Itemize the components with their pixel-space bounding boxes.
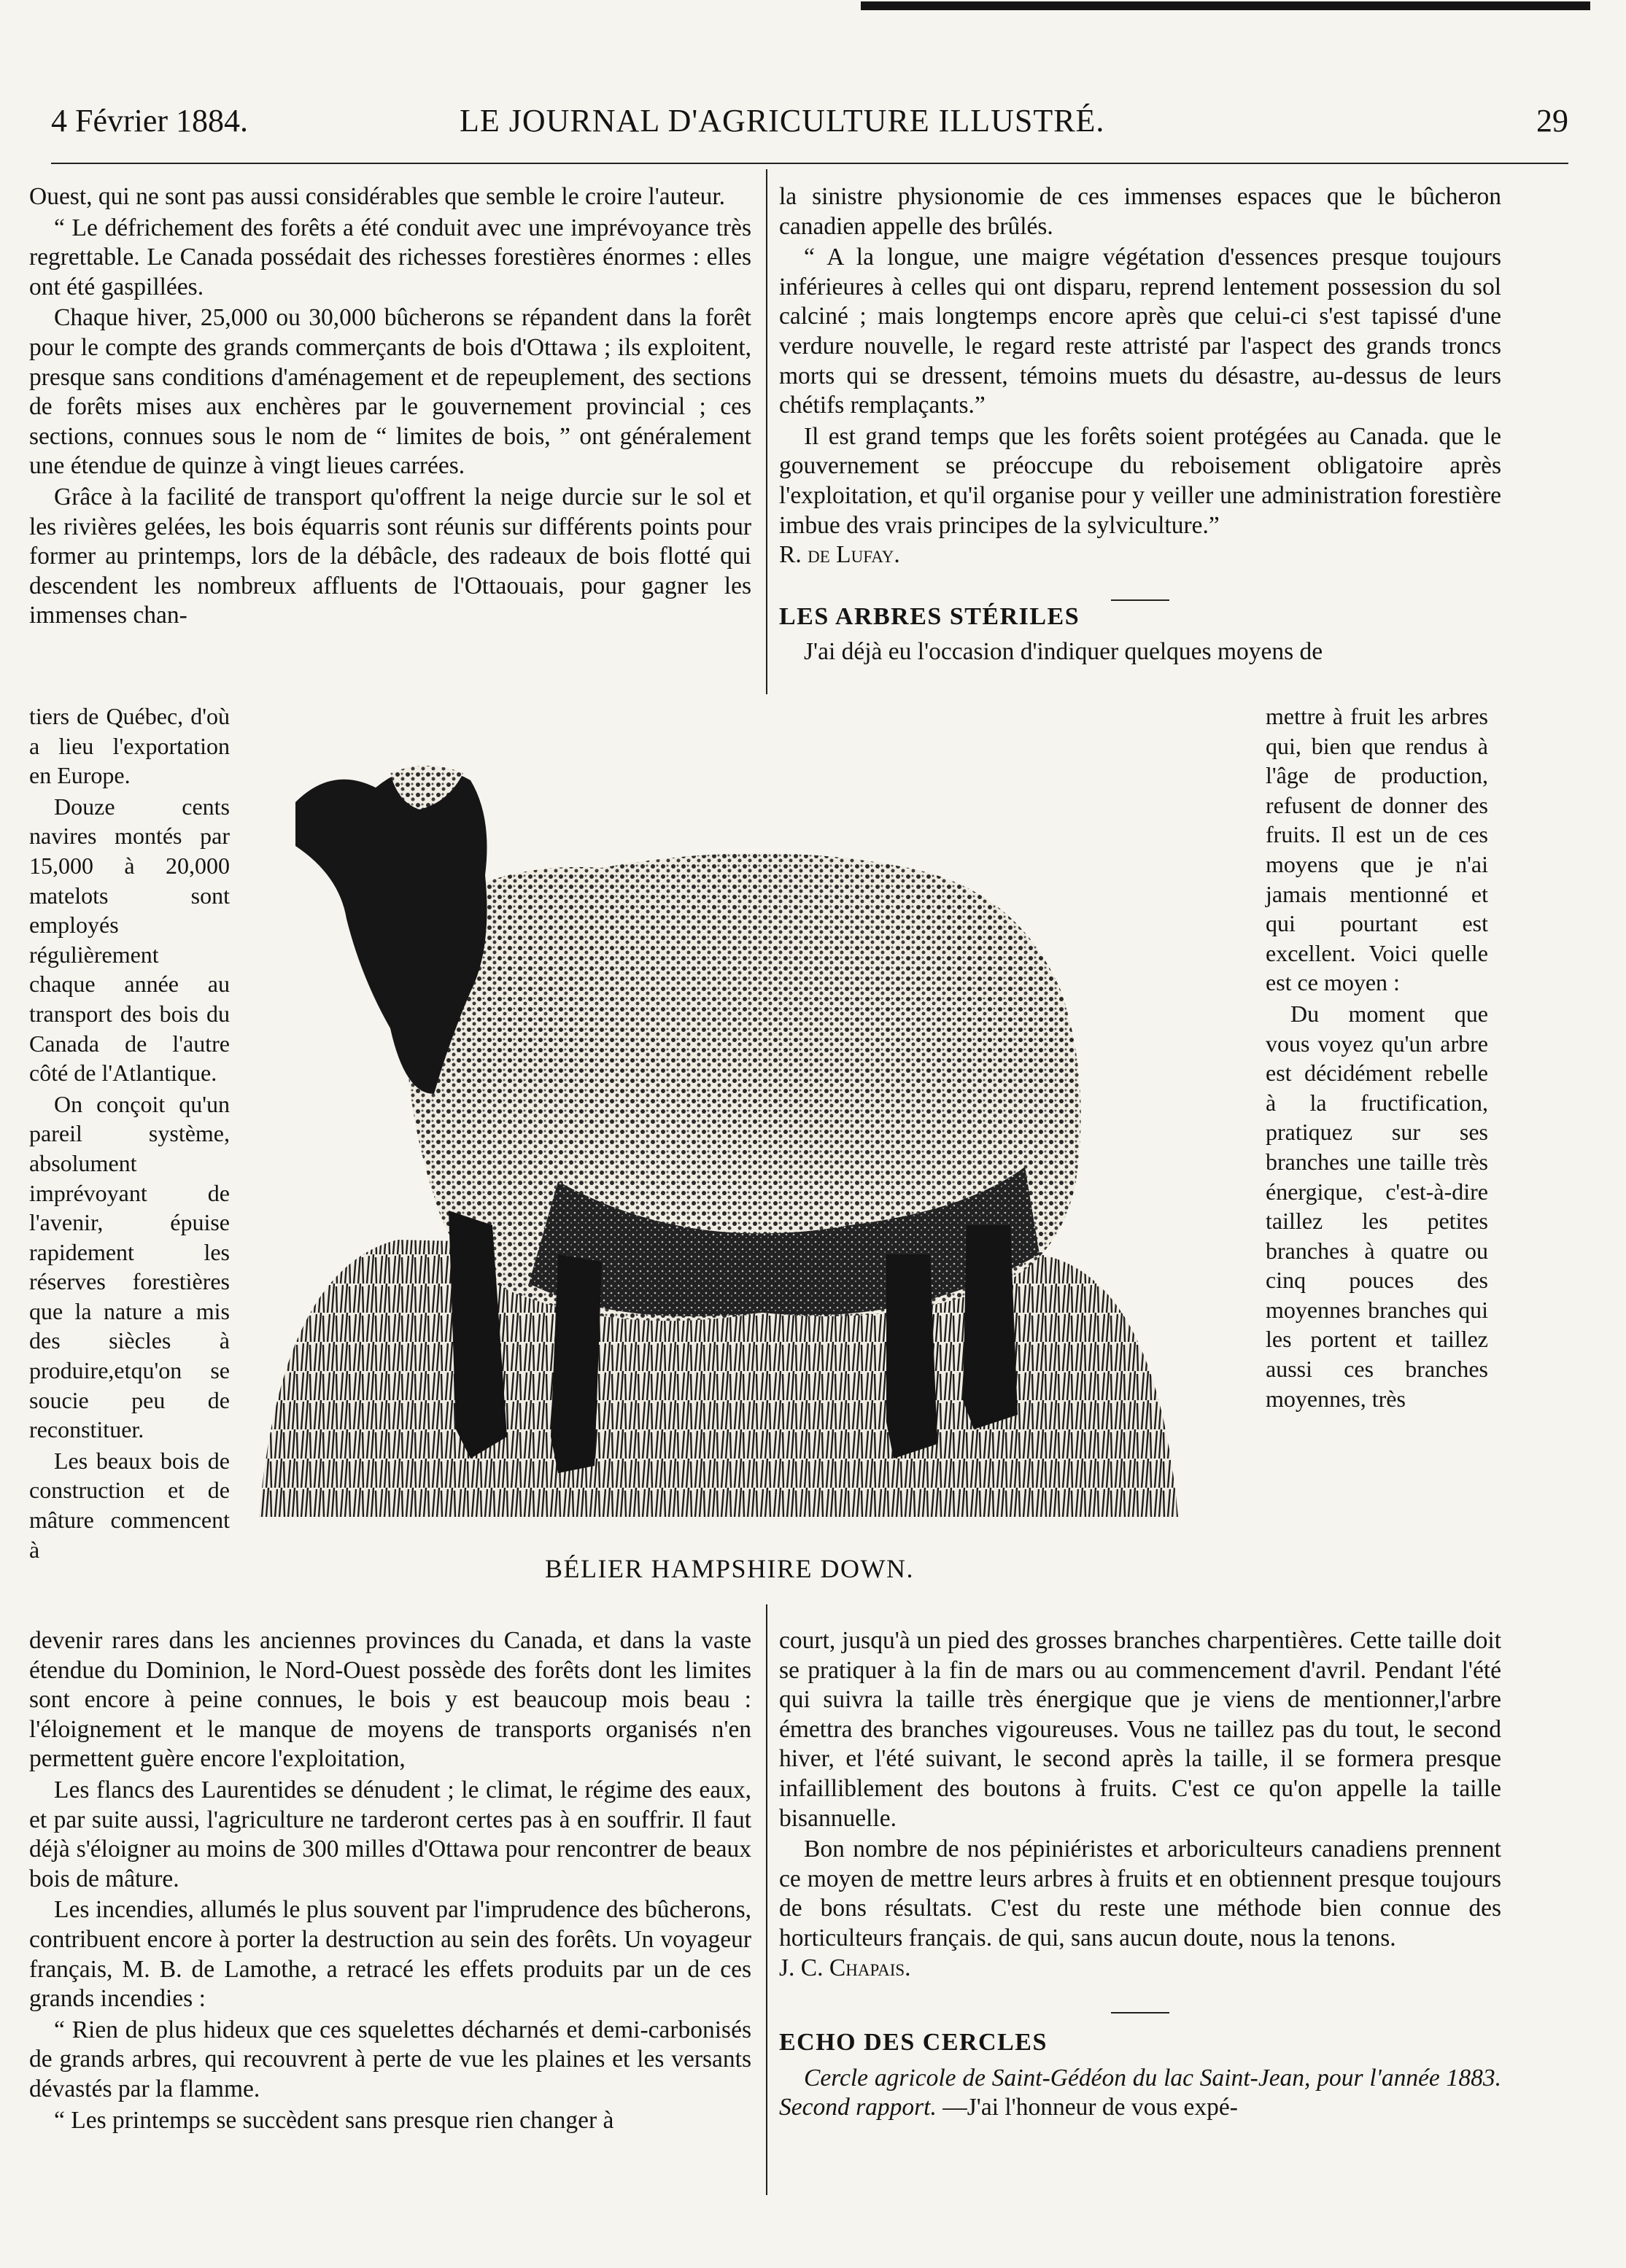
issue-date: 4 Février 1884.	[51, 103, 249, 139]
paragraph: Les flancs des Laurentides se dénudent ; le climat, le régime des eaux, et par suite aussi, l'agriculture ne tarderont certes pas à en souffrir. Il faut déjà s'éloigner au moins de 300 milles d'Ottawa pour rencontrer de beaux bois de mâture.	[29, 1776, 751, 1892]
paragraph: “ Rien de plus hideux que ces squelettes décharnés et demi-carbonisés de grands arbres, qui recouvrent à perte de vue les plaines et les versants dévastés par la flamme.	[29, 2016, 751, 2102]
column-divider-top	[766, 169, 767, 694]
paragraph: Du moment que vous voyez qu'un arbre est décidément rebelle à la fructification, pratiquez sur ses branches une taille très énergique, c'est-à-dire taillez les petites branches à quatre ou cinq pouces des moyennes branches qui les portent et taillez aussi ces branches moyennes, très	[1266, 1000, 1488, 1412]
left-column-bottom	[29, 1626, 751, 2137]
paragraph: Douze cents navires montés par 15,000 à 20,000 matelots sont employés régulièrement chaque année au transport des bois du Canada de l'autre côté de l'Atlantique.	[29, 793, 230, 1087]
top-border-rule	[861, 1, 1590, 10]
paragraph: tiers de Québec, d'où a lieu l'exportation en Europe.	[29, 703, 230, 789]
figure-caption: BÉLIER HAMPSHIRE DOWN.	[545, 1554, 914, 1583]
paragraph: devenir rares dans les anciennes provinces du Canada, et dans la vaste étendue du Dominion, le Nord-Ouest possède des forêts dont les limites sont encore à peine connues, le bois y est beaucoup mois beau : l'éloignement et le manque de moyens de transports organisés n'en permettent guère encore l'exploitation,	[29, 1627, 751, 1773]
header-rule	[51, 163, 1568, 164]
paragraph: J'ai déjà eu l'occasion d'indiquer quelques moyens de	[804, 638, 1323, 666]
paragraph: mettre à fruit les arbres qui, bien que rendus à l'âge de production, refusent de donner des fruits. Il est un de ces moyens que je n'ai jamais mentionné et qui pourtant est excellent. Voici quelle est ce moyen :	[1266, 703, 1488, 996]
page-number: 29	[1536, 103, 1568, 139]
section-divider	[1111, 2012, 1169, 2013]
paragraph: “ Le défrichement des forêts a été conduit avec une imprévoyance très regrettable. Le Canada possédait des richesses forestières énormes : elles ont été gaspillées.	[29, 214, 751, 300]
paragraph: On conçoit qu'un pareil système, absolument imprévoyant de l'avenir, épuise rapidement les réserves forestières que la nature a mis des siècles à produire,etqu'on se soucie peu de reconstituer.	[29, 1090, 230, 1443]
right-column-top	[779, 182, 1501, 669]
paragraph: Chaque hiver, 25,000 ou 30,000 bûcherons se répandent dans la forêt pour le compte des grands commerçants de bois d'Ottawa ; ils exploitent, presque sans conditions d'aménagement et de repeuplement, des sections de forêts mises aux enchères par le gouvernement provincial ; ces sections, connues sous le nom de “ limites de bois, ” ont généralement une étendue de quinze à vingt lieues carrées.	[29, 304, 751, 480]
paragraph: “ A la longue, une maigre végétation d'essences presque toujours inférieures à celles qui ont disparu, reprend lentement possession du sol calciné ; mais longtemps encore après que celui-ci s'est tapissé d'une verdure nouvelle, le regard reste attristé par l'aspect des grands troncs morts qui se dressent, témoins muets du désastre, au-dessus de leurs chétifs remplaçants.”	[779, 244, 1501, 419]
ram-illustration	[252, 700, 1200, 1553]
paragraph-text: —J'ai l'honneur de vous expé-	[942, 2094, 1238, 2121]
right-column-bottom	[779, 1626, 1501, 2124]
right-column-narrow	[1266, 702, 1488, 1415]
left-column-narrow	[29, 702, 230, 1566]
paragraph	[779, 2064, 1501, 2123]
paragraph: Bon nombre de nos pépiniéristes et arboriculteurs canadiens prennent ce moyen de mettre leurs arbres à fruits et en obtiennent presque toujours de bons résultats. C'est du reste une méthode bien connue des horticulteurs français. de qui, sans aucun doute, nous la tenons.	[779, 1836, 1501, 1952]
page-header	[51, 102, 1568, 146]
paragraph: Grâce à la facilité de transport qu'offrent la neige durcie sur le sol et les rivières gelées, les bois équarris sont réunis sur différents points pour former au printemps, lors de la débâcle, des radeaux de bois flotté qui descendent les nombreux affluents de l'Ottaouais, pour gagner les immenses chan-	[29, 483, 751, 629]
paragraph: Ouest, qui ne sont pas aussi considérables que semble le croire l'auteur.	[29, 183, 726, 210]
journal-title: LE JOURNAL D'AGRICULTURE ILLUSTRÉ.	[460, 103, 1105, 139]
paragraph: court, jusqu'à un pied des grosses branches charpentières. Cette taille doit se pratiquer à la fin de mars ou au commencement d'avril. Pendant l'été qui suivra la taille très énergique que je viens de mentionner,l'arbre émettra des branches vigoureuses. Vous ne taillez pas du tout, le second hiver, et l'été suivant, le second après la taille, il se formera presque infailliblement des boutons à fruits. C'est ce qu'on appelle la taille bisannuelle.	[779, 1627, 1501, 1832]
paragraph: la sinistre physionomie de ces immenses espaces que le bûcheron canadien appelle des brûlés.	[779, 183, 1501, 240]
author-signature: R. de Lufay.	[779, 541, 900, 569]
left-column-top	[29, 182, 751, 632]
paragraph: Il est grand temps que les forêts soient protégées au Canada. que le gouvernement se préoccupe du reboisement obligatoire après l'exploitation, et qu'il organise pour y veiller une administration forestière imbue des vrais principes de la sylviculture.”	[779, 422, 1501, 539]
paragraph: Les beaux bois de construction et de mâture commencent à	[29, 1447, 230, 1563]
italic-report-title: Cercle agricole de Saint-Gédéon du lac Saint-Jean, pour l'année 1883. Second rapport.	[779, 2064, 1501, 2121]
section-heading: LES ARBRES STÉRILES	[779, 602, 1080, 630]
author-signature: J. C. Chapais.	[779, 1954, 911, 1981]
section-divider	[1111, 599, 1169, 601]
paragraph: “ Les printemps se succèdent sans presque rien changer à	[54, 2106, 614, 2134]
paragraph: Les incendies, allumés le plus souvent par l'imprudence des bûcherons, contribuent encore à porter la destruction au sein des forêts. Un voyageur français, M. B. de Lamothe, a retracé les effets produits par un de ces grands incendies :	[29, 1896, 751, 2013]
section-heading: ECHO DES CERCLES	[779, 2029, 1048, 2057]
column-divider-bottom	[766, 1604, 767, 2195]
